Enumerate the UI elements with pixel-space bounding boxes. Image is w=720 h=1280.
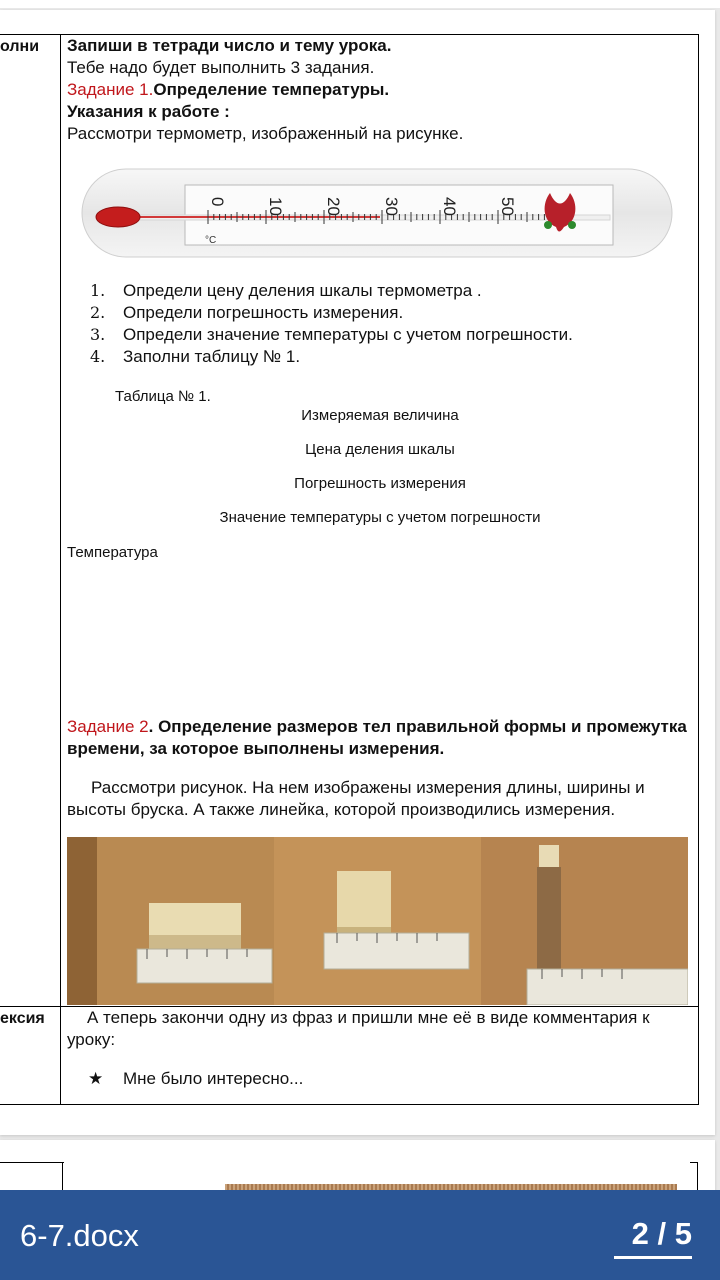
scale-label: 20: [324, 197, 343, 216]
list-item: 1. Определи цену деления шкалы термометра .: [90, 281, 482, 300]
scale-label: 0: [208, 197, 227, 207]
document-page: [0, 10, 715, 1135]
task1-title: Определение температуры.: [153, 80, 390, 99]
page-indicator[interactable]: 2 / 5: [631, 1216, 692, 1251]
document-footer-bar: [0, 1190, 720, 1280]
intro-line-2: Тебе надо будет выполнить 3 задания.: [67, 58, 375, 77]
thermometer-bulb: [96, 207, 140, 227]
scale-label: 30: [382, 197, 401, 216]
scale-unit: °C: [205, 235, 217, 246]
task2-body: Рассмотри рисунок. На нем изображены измерения длины, ширины и высоты бруска. А также линейка, которой производились измерения.: [67, 778, 645, 819]
table-caption: Таблица № 1.: [115, 388, 211, 405]
instructions-heading: Указания к работе :: [67, 102, 230, 121]
measurement-photo: [67, 837, 688, 1005]
table-cell-temperature: Температура: [67, 544, 158, 561]
task1-label: Задание 1.: [67, 80, 154, 99]
table-row: Измеряемая величина: [301, 407, 459, 424]
ruler: [137, 949, 272, 983]
task2-heading: [67, 716, 692, 760]
list-item: 4. Заполни таблицу № 1.: [90, 347, 301, 366]
previous-page-edge: [0, 0, 720, 8]
task2-label: Задание 2: [67, 717, 149, 736]
list-item: 2. Определи погрешность измерения.: [90, 303, 404, 322]
table-row: Цена деления шкалы: [305, 441, 455, 458]
task2-title: . Определение размеров тел правильной формы и промежутка времени, за которое выполнены измерения.: [67, 717, 687, 758]
reflection-body: А теперь закончи одну из фраз и пришли мне её в виде комментария к уроку:: [67, 1008, 650, 1049]
wooden-block: [337, 871, 391, 933]
page-indicator-underline: [614, 1256, 692, 1259]
scale-label: 10: [266, 197, 285, 216]
table-row: Значение температуры с учетом погрешности: [219, 509, 541, 526]
left-column-label-reflection: ексия: [0, 1010, 45, 1027]
table-row: Погрешность измерения: [294, 475, 466, 492]
task-list: [90, 280, 573, 368]
reflection-item: Мне было интересно...: [123, 1069, 304, 1088]
list-item: 3. Определи значение температуры с учетом погрешности.: [90, 325, 573, 344]
intro-line-1: Запиши в тетради число и тему урока.: [67, 36, 392, 55]
file-name: 6-7.docx: [20, 1218, 139, 1253]
wooden-block: [539, 845, 559, 867]
ruler: [527, 969, 688, 1005]
scale-label: 40: [440, 197, 459, 216]
task1-heading: [67, 79, 389, 101]
left-column-label: олни: [0, 38, 40, 55]
scale-label: 50: [498, 197, 517, 216]
look-text: Рассмотри термометр, изображенный на рисунке.: [67, 124, 464, 143]
thermometer-figure: [80, 165, 675, 261]
star-bullet-icon: ★: [88, 1069, 104, 1088]
